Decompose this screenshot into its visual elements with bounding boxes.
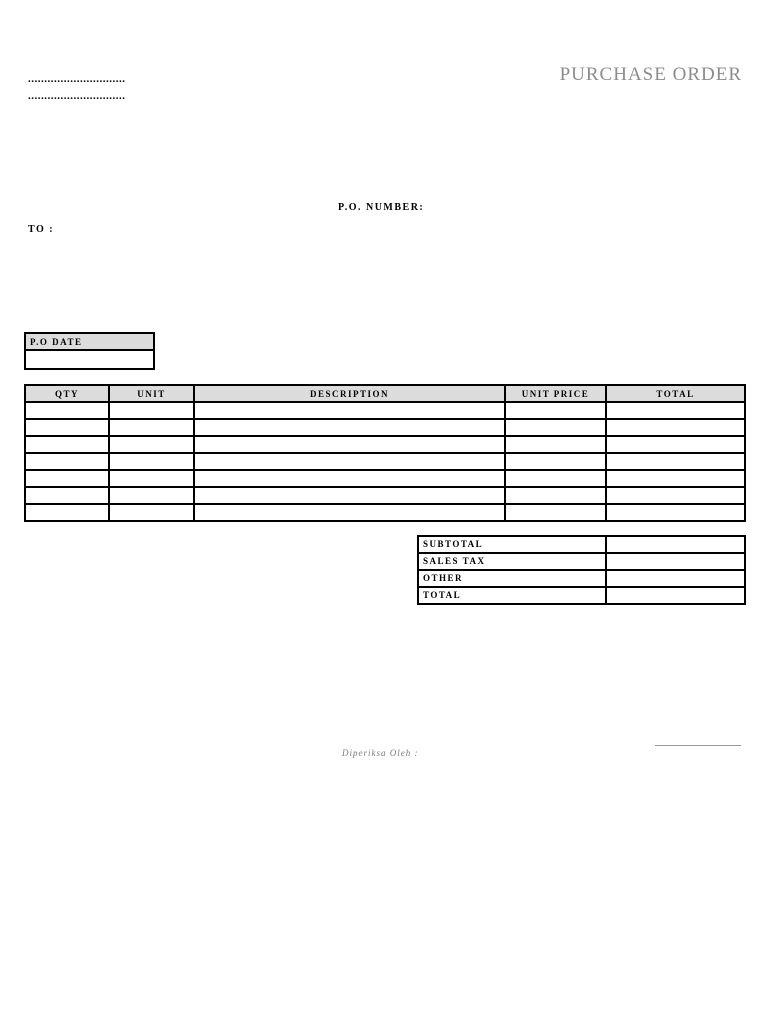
unit-cell[interactable]: [109, 487, 194, 504]
items-header-row: [25, 385, 745, 402]
signature-line: [655, 745, 741, 746]
description-cell[interactable]: [194, 470, 505, 487]
column-header-unit-price: UNIT PRICE: [505, 385, 606, 402]
description-cell[interactable]: [194, 504, 505, 521]
total-cell[interactable]: [606, 470, 745, 487]
to-label: TO :: [28, 224, 55, 235]
qty-cell[interactable]: [25, 419, 109, 436]
table-row: [25, 504, 745, 521]
column-header-total: TOTAL: [606, 385, 745, 402]
sales-tax-value[interactable]: [606, 553, 745, 570]
other-value[interactable]: [606, 570, 745, 587]
unit-price-cell[interactable]: [505, 402, 606, 419]
total-label: TOTAL: [418, 587, 606, 604]
unit-price-cell[interactable]: [505, 504, 606, 521]
total-cell[interactable]: [606, 453, 745, 470]
po-date-label: P.O DATE: [25, 333, 154, 350]
description-cell[interactable]: [194, 402, 505, 419]
unit-price-cell[interactable]: [505, 487, 606, 504]
subtotal-value[interactable]: [606, 536, 745, 553]
subtotal-label: SUBTOTAL: [418, 536, 606, 553]
checked-by-label: Diperiksa Oleh :: [342, 748, 419, 758]
items-table: [24, 384, 746, 522]
sales-tax-row: [418, 553, 745, 570]
column-header-description: DESCRIPTION: [194, 385, 505, 402]
unit-cell[interactable]: [109, 470, 194, 487]
po-date-field[interactable]: [25, 350, 154, 369]
unit-cell[interactable]: [109, 436, 194, 453]
table-row: [25, 436, 745, 453]
unit-price-cell[interactable]: [505, 453, 606, 470]
po-number-label: P.O. NUMBER:: [338, 202, 425, 213]
qty-cell[interactable]: [25, 436, 109, 453]
total-value[interactable]: [606, 587, 745, 604]
total-cell[interactable]: [606, 504, 745, 521]
column-header-qty: QTY: [25, 385, 109, 402]
qty-cell[interactable]: [25, 453, 109, 470]
qty-cell[interactable]: [25, 470, 109, 487]
summary-table: [417, 535, 746, 605]
unit-cell[interactable]: [109, 419, 194, 436]
other-label: OTHER: [418, 570, 606, 587]
unit-price-cell[interactable]: [505, 470, 606, 487]
table-row: [25, 419, 745, 436]
total-cell[interactable]: [606, 402, 745, 419]
total-cell[interactable]: [606, 436, 745, 453]
company-address-placeholder: ..............................: [28, 90, 126, 102]
sales-tax-label: SALES TAX: [418, 553, 606, 570]
table-row: [25, 470, 745, 487]
column-header-unit: UNIT: [109, 385, 194, 402]
total-cell[interactable]: [606, 487, 745, 504]
description-cell[interactable]: [194, 436, 505, 453]
other-row: [418, 570, 745, 587]
total-cell[interactable]: [606, 419, 745, 436]
subtotal-row: [418, 536, 745, 553]
po-date-box: [24, 332, 155, 370]
table-row: [25, 402, 745, 419]
description-cell[interactable]: [194, 487, 505, 504]
company-name-placeholder: ..............................: [28, 73, 126, 85]
table-row: [25, 487, 745, 504]
qty-cell[interactable]: [25, 487, 109, 504]
qty-cell[interactable]: [25, 504, 109, 521]
description-cell[interactable]: [194, 419, 505, 436]
table-row: [25, 453, 745, 470]
unit-cell[interactable]: [109, 402, 194, 419]
description-cell[interactable]: [194, 453, 505, 470]
document-title: PURCHASE ORDER: [559, 64, 742, 85]
unit-price-cell[interactable]: [505, 436, 606, 453]
qty-cell[interactable]: [25, 402, 109, 419]
unit-price-cell[interactable]: [505, 419, 606, 436]
unit-cell[interactable]: [109, 504, 194, 521]
unit-cell[interactable]: [109, 453, 194, 470]
total-row: [418, 587, 745, 604]
